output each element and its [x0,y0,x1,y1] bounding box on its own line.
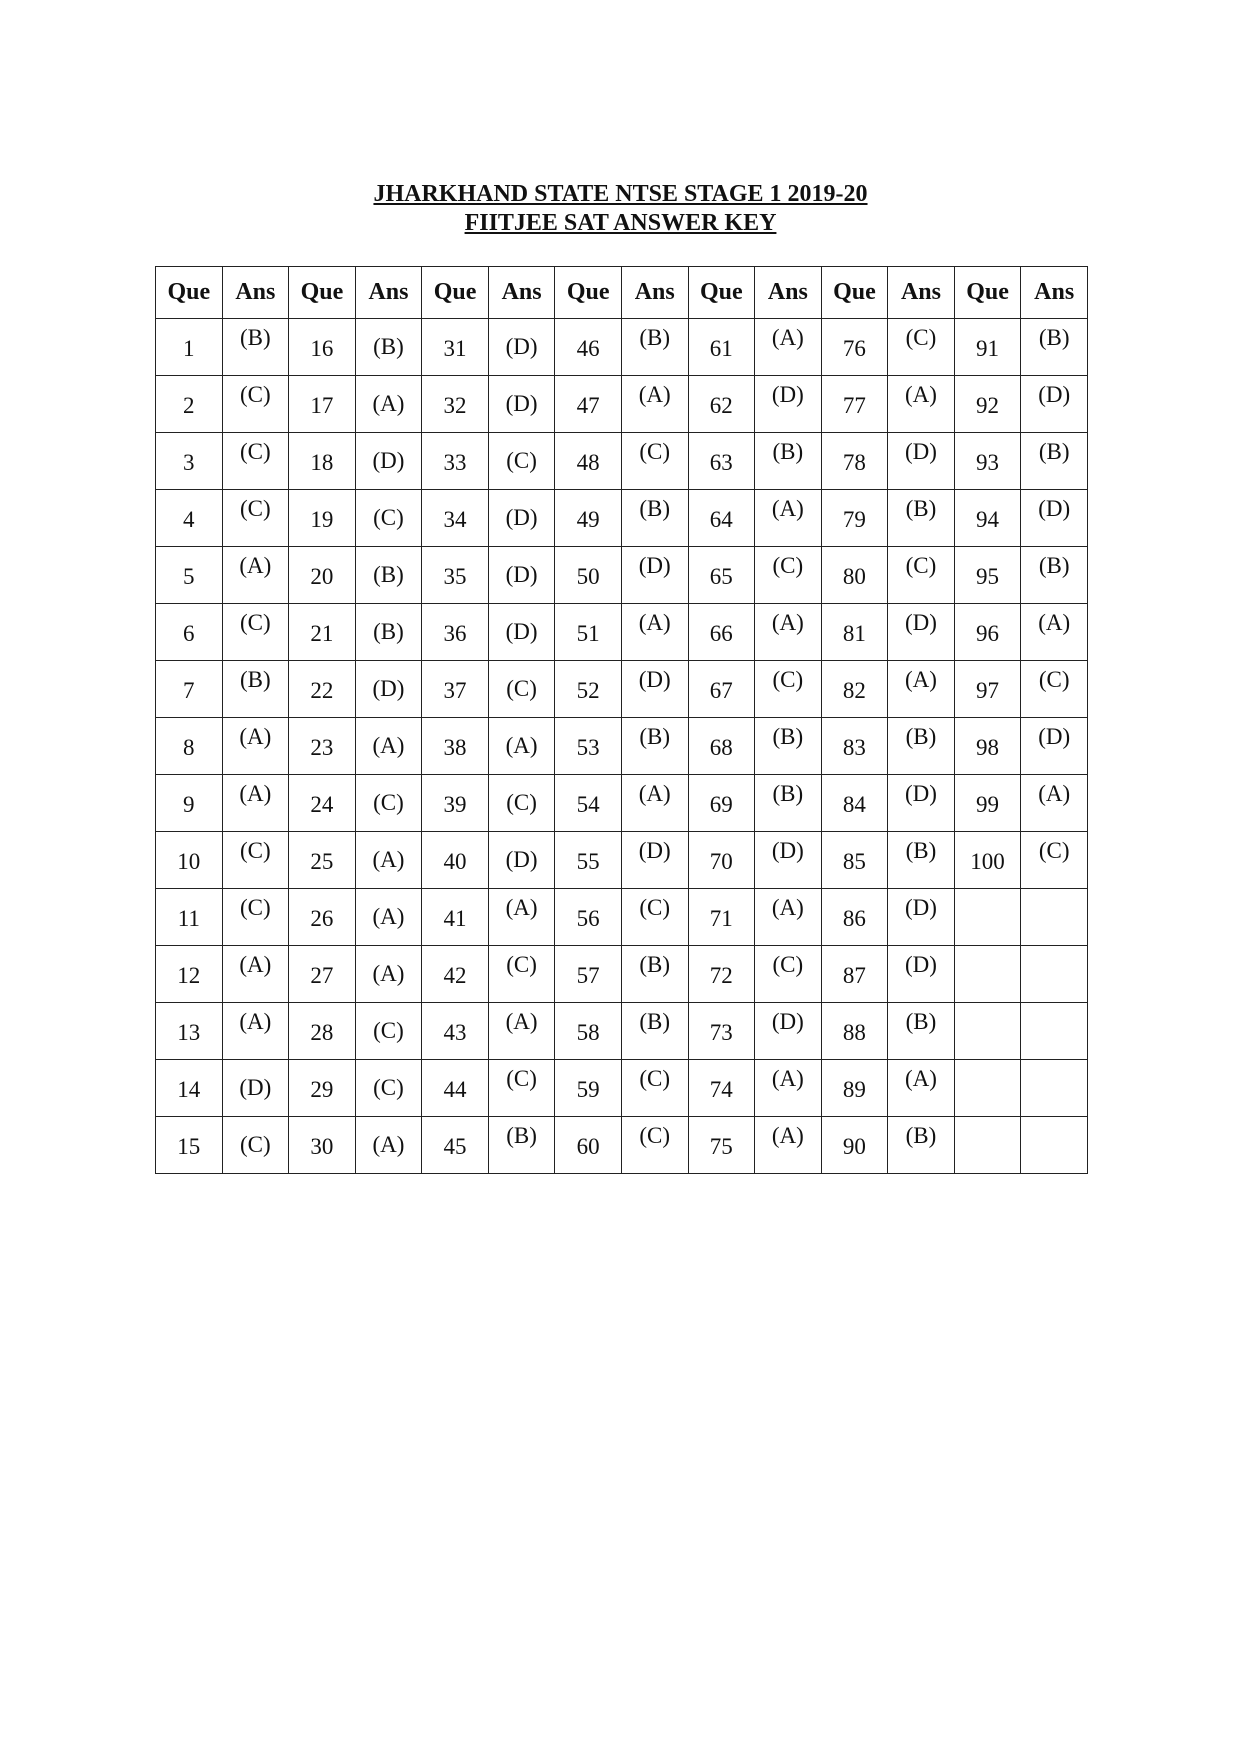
question-number-cell: 49 [555,490,622,547]
question-number-cell: 81 [821,604,888,661]
answer-cell: (C) [621,433,688,490]
question-number-cell: 35 [422,547,489,604]
question-number-cell: 26 [289,889,356,946]
question-number-cell: 87 [821,946,888,1003]
question-number-cell [954,946,1021,1003]
answer-cell: (D) [1021,490,1088,547]
answer-cell: (D) [755,376,822,433]
column-header-que: Que [156,267,223,319]
question-number-cell: 97 [954,661,1021,718]
answer-cell: (B) [488,1117,555,1174]
question-number-cell: 77 [821,376,888,433]
question-number-cell: 45 [422,1117,489,1174]
question-number-cell: 5 [156,547,223,604]
answer-cell [1021,1060,1088,1117]
question-number-cell: 88 [821,1003,888,1060]
table-row [156,376,1088,433]
question-number-cell: 91 [954,319,1021,376]
answer-cell: (C) [1021,661,1088,718]
question-number-cell: 24 [289,775,356,832]
question-number-cell: 75 [688,1117,755,1174]
answer-cell: (D) [488,547,555,604]
question-number-cell: 60 [555,1117,622,1174]
answer-cell: (A) [621,376,688,433]
answer-cell: (A) [222,946,289,1003]
answer-cell: (C) [621,889,688,946]
answer-cell: (C) [888,319,955,376]
question-number-cell: 31 [422,319,489,376]
question-number-cell: 42 [422,946,489,1003]
question-number-cell: 85 [821,832,888,889]
answer-cell: (C) [222,376,289,433]
table-body [156,319,1088,1174]
question-number-cell: 82 [821,661,888,718]
document-header [0,180,1241,238]
answer-cell: (D) [222,1060,289,1117]
answer-cell [1021,1117,1088,1174]
table-row [156,1060,1088,1117]
answer-cell: (C) [355,490,422,547]
question-number-cell: 90 [821,1117,888,1174]
answer-cell: (C) [621,1117,688,1174]
answer-cell: (B) [755,433,822,490]
question-number-cell: 48 [555,433,622,490]
document-title: JHARKHAND STATE NTSE STAGE 1 2019-20 [373,181,868,207]
question-number-cell: 65 [688,547,755,604]
question-number-cell: 20 [289,547,356,604]
question-number-cell: 72 [688,946,755,1003]
answer-cell: (C) [755,946,822,1003]
question-number-cell: 30 [289,1117,356,1174]
table-row [156,889,1088,946]
answer-cell: (D) [1021,718,1088,775]
question-number-cell: 62 [688,376,755,433]
table-row [156,1003,1088,1060]
question-number-cell: 94 [954,490,1021,547]
question-number-cell: 17 [289,376,356,433]
answer-cell: (A) [621,775,688,832]
answer-cell: (D) [355,661,422,718]
answer-cell: (D) [888,433,955,490]
answer-cell: (C) [488,661,555,718]
answer-cell: (B) [621,319,688,376]
answer-cell: (C) [222,832,289,889]
answer-cell: (C) [755,547,822,604]
answer-cell: (D) [355,433,422,490]
table-row [156,433,1088,490]
question-number-cell: 56 [555,889,622,946]
answer-cell: (A) [755,1060,822,1117]
answer-cell: (A) [1021,604,1088,661]
question-number-cell: 80 [821,547,888,604]
answer-cell: (D) [888,604,955,661]
question-number-cell: 53 [555,718,622,775]
question-number-cell: 13 [156,1003,223,1060]
answer-cell: (D) [488,604,555,661]
question-number-cell: 89 [821,1060,888,1117]
question-number-cell: 27 [289,946,356,1003]
question-number-cell: 4 [156,490,223,547]
question-number-cell: 12 [156,946,223,1003]
question-number-cell: 100 [954,832,1021,889]
answer-cell: (D) [488,319,555,376]
answer-cell: (A) [488,718,555,775]
answer-cell: (C) [222,889,289,946]
question-number-cell: 41 [422,889,489,946]
answer-cell: (C) [1021,832,1088,889]
answer-cell: (D) [488,490,555,547]
question-number-cell: 64 [688,490,755,547]
answer-cell: (A) [355,1117,422,1174]
answer-cell: (A) [888,661,955,718]
question-number-cell: 6 [156,604,223,661]
table-row [156,1117,1088,1174]
column-header-que: Que [289,267,356,319]
question-number-cell: 8 [156,718,223,775]
table-row [156,775,1088,832]
question-number-cell: 9 [156,775,223,832]
question-number-cell: 22 [289,661,356,718]
column-header-que: Que [954,267,1021,319]
table-row [156,604,1088,661]
table-row [156,718,1088,775]
question-number-cell [954,1003,1021,1060]
question-number-cell: 54 [555,775,622,832]
question-number-cell: 25 [289,832,356,889]
answer-cell: (A) [355,832,422,889]
question-number-cell: 7 [156,661,223,718]
column-header-que: Que [555,267,622,319]
answer-cell: (B) [355,604,422,661]
question-number-cell: 33 [422,433,489,490]
question-number-cell: 1 [156,319,223,376]
question-number-cell: 14 [156,1060,223,1117]
question-number-cell: 39 [422,775,489,832]
question-number-cell: 10 [156,832,223,889]
answer-cell: (D) [488,832,555,889]
answer-cell: (A) [222,1003,289,1060]
question-number-cell: 47 [555,376,622,433]
question-number-cell: 23 [289,718,356,775]
answer-cell: (C) [222,490,289,547]
answer-cell: (C) [355,1060,422,1117]
question-number-cell: 34 [422,490,489,547]
question-number-cell: 52 [555,661,622,718]
answer-cell: (B) [355,547,422,604]
answer-cell: (A) [488,1003,555,1060]
question-number-cell: 86 [821,889,888,946]
answer-cell: (B) [621,1003,688,1060]
answer-cell: (B) [621,718,688,775]
question-number-cell: 57 [555,946,622,1003]
answer-cell: (B) [888,1003,955,1060]
table-row [156,832,1088,889]
table-header [156,267,1088,319]
table-row [156,319,1088,376]
question-number-cell: 69 [688,775,755,832]
answer-cell: (A) [755,604,822,661]
question-number-cell: 18 [289,433,356,490]
answer-cell: (A) [888,1060,955,1117]
question-number-cell: 66 [688,604,755,661]
header-row [156,267,1088,319]
column-header-ans: Ans [888,267,955,319]
question-number-cell: 73 [688,1003,755,1060]
question-number-cell: 71 [688,889,755,946]
table-row [156,946,1088,1003]
question-number-cell: 50 [555,547,622,604]
answer-cell [1021,1003,1088,1060]
question-number-cell: 51 [555,604,622,661]
answer-cell: (B) [755,775,822,832]
column-header-ans: Ans [1021,267,1088,319]
column-header-ans: Ans [222,267,289,319]
answer-cell: (A) [355,946,422,1003]
answer-cell: (C) [355,775,422,832]
question-number-cell: 96 [954,604,1021,661]
answer-cell: (B) [888,718,955,775]
answer-cell: (D) [488,376,555,433]
answer-cell: (B) [1021,433,1088,490]
question-number-cell: 44 [422,1060,489,1117]
question-number-cell: 36 [422,604,489,661]
column-header-ans: Ans [621,267,688,319]
question-number-cell: 95 [954,547,1021,604]
answer-cell: (B) [755,718,822,775]
question-number-cell: 93 [954,433,1021,490]
question-number-cell: 3 [156,433,223,490]
question-number-cell: 59 [555,1060,622,1117]
answer-cell: (C) [222,1117,289,1174]
answer-cell: (B) [355,319,422,376]
question-number-cell: 74 [688,1060,755,1117]
question-number-cell: 46 [555,319,622,376]
question-number-cell: 58 [555,1003,622,1060]
question-number-cell: 29 [289,1060,356,1117]
question-number-cell: 15 [156,1117,223,1174]
answer-cell: (B) [222,661,289,718]
answer-cell: (C) [222,433,289,490]
question-number-cell: 21 [289,604,356,661]
question-number-cell: 61 [688,319,755,376]
answer-cell: (A) [755,319,822,376]
answer-cell: (A) [222,718,289,775]
column-header-ans: Ans [355,267,422,319]
answer-cell: (A) [355,376,422,433]
answer-cell: (A) [888,376,955,433]
answer-cell [1021,946,1088,1003]
answer-cell: (A) [755,1117,822,1174]
answer-cell: (B) [888,832,955,889]
answer-cell: (D) [621,661,688,718]
answer-cell: (B) [621,490,688,547]
answer-cell: (D) [888,775,955,832]
question-number-cell: 68 [688,718,755,775]
question-number-cell: 79 [821,490,888,547]
question-number-cell: 32 [422,376,489,433]
question-number-cell: 83 [821,718,888,775]
answer-cell: (C) [888,547,955,604]
question-number-cell: 37 [422,661,489,718]
answer-cell: (A) [355,889,422,946]
question-number-cell: 16 [289,319,356,376]
question-number-cell: 84 [821,775,888,832]
answer-cell [1021,889,1088,946]
answer-cell: (B) [888,1117,955,1174]
column-header-ans: Ans [755,267,822,319]
answer-cell: (C) [488,946,555,1003]
answer-cell: (D) [888,889,955,946]
answer-cell: (B) [222,319,289,376]
answer-cell: (B) [1021,319,1088,376]
column-header-que: Que [422,267,489,319]
answer-cell: (A) [222,775,289,832]
answer-cell: (D) [621,547,688,604]
question-number-cell: 11 [156,889,223,946]
question-number-cell [954,1117,1021,1174]
question-number-cell: 98 [954,718,1021,775]
question-number-cell: 92 [954,376,1021,433]
answer-cell: (A) [355,718,422,775]
question-number-cell: 63 [688,433,755,490]
answer-cell: (A) [1021,775,1088,832]
answer-cell: (A) [755,490,822,547]
answer-cell: (C) [222,604,289,661]
question-number-cell: 99 [954,775,1021,832]
answer-cell: (A) [621,604,688,661]
answer-cell: (C) [755,661,822,718]
question-number-cell: 67 [688,661,755,718]
question-number-cell: 70 [688,832,755,889]
answer-cell: (C) [488,433,555,490]
answer-cell: (A) [755,889,822,946]
column-header-que: Que [688,267,755,319]
answer-cell: (A) [222,547,289,604]
answer-cell: (D) [888,946,955,1003]
answer-cell: (D) [1021,376,1088,433]
question-number-cell: 76 [821,319,888,376]
question-number-cell [954,1060,1021,1117]
column-header-ans: Ans [488,267,555,319]
answer-cell: (C) [488,1060,555,1117]
document-subtitle: FIITJEE SAT ANSWER KEY [464,210,777,236]
question-number-cell: 43 [422,1003,489,1060]
answer-cell: (C) [488,775,555,832]
answer-key-table [155,266,1088,1174]
question-number-cell: 55 [555,832,622,889]
column-header-que: Que [821,267,888,319]
question-number-cell: 19 [289,490,356,547]
answer-cell: (B) [1021,547,1088,604]
question-number-cell: 40 [422,832,489,889]
answer-cell: (A) [488,889,555,946]
table-row [156,661,1088,718]
table-row [156,490,1088,547]
answer-cell: (D) [755,1003,822,1060]
answer-cell: (B) [621,946,688,1003]
question-number-cell: 78 [821,433,888,490]
answer-cell: (C) [355,1003,422,1060]
question-number-cell: 38 [422,718,489,775]
question-number-cell: 2 [156,376,223,433]
answer-cell: (D) [755,832,822,889]
answer-cell: (D) [621,832,688,889]
answer-cell: (C) [621,1060,688,1117]
table-row [156,547,1088,604]
question-number-cell: 28 [289,1003,356,1060]
answer-cell: (B) [888,490,955,547]
question-number-cell [954,889,1021,946]
